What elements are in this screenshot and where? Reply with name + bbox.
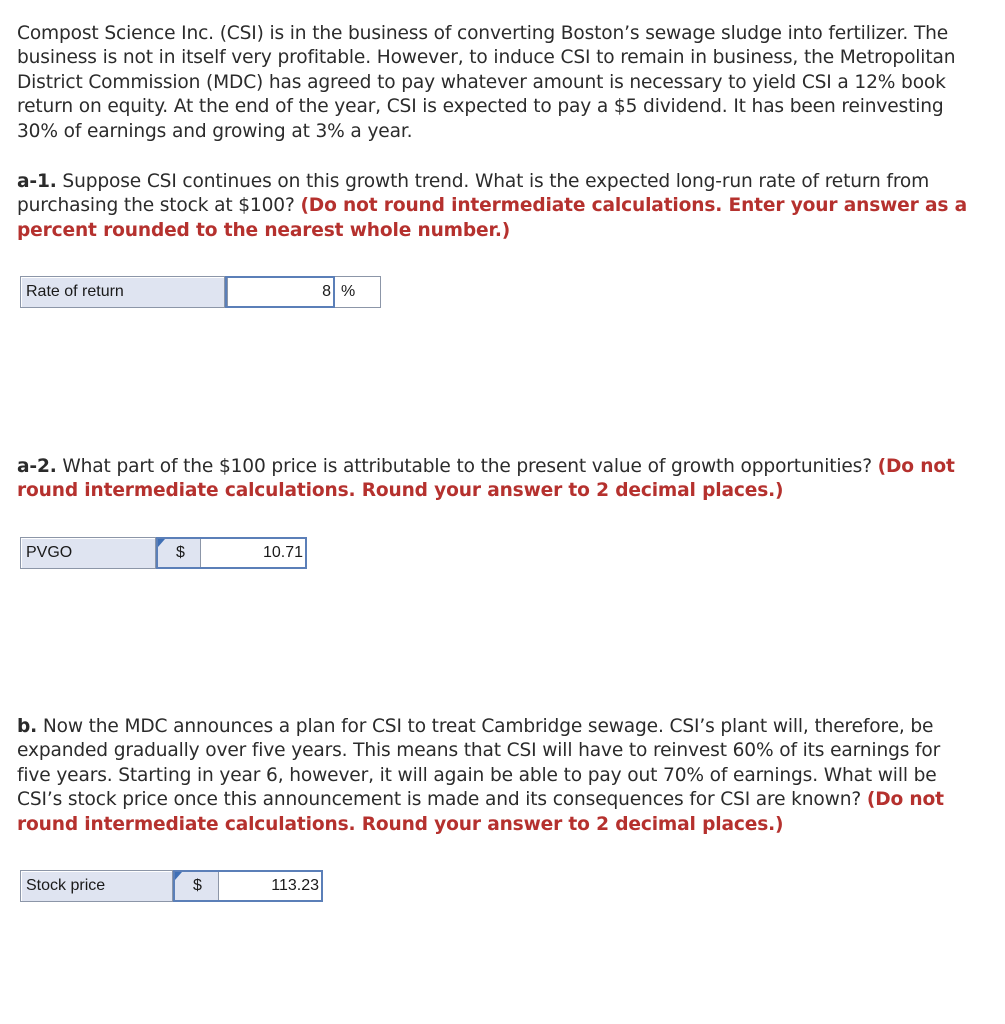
- flag-icon: [175, 872, 182, 880]
- dollar-sign: $: [193, 877, 202, 894]
- pvgo-label: PVGO: [20, 537, 156, 569]
- question-b-text: Now the MDC announces a plan for CSI to treat Cambridge sewage. CSI’s plant will, therefore, be expanded gradually over five years. This means that CSI will have to reinvest 60% of its earnings for five years. Starting in year 6, however, it will again be able to pay out 70% of earnings. What will be CSI’s stock price once this announcement is made and its consequences for CSI are known?: [17, 716, 941, 811]
- stock-price-value[interactable]: 113.23: [218, 872, 321, 900]
- rate-of-return-label: Rate of return: [20, 276, 225, 308]
- stock-price-input[interactable]: [173, 870, 323, 902]
- rate-of-return-value[interactable]: 8: [227, 278, 333, 306]
- flag-icon: [158, 539, 165, 547]
- stock-price-label: Stock price: [20, 870, 173, 902]
- pvgo-value[interactable]: 10.71: [200, 539, 305, 567]
- question-b-label: b.: [17, 716, 38, 737]
- pvgo-input[interactable]: [156, 537, 307, 569]
- question-a1-text: Suppose CSI continues on this growth trend. What is the expected long-run rate of return from purchasing the stock at $100?: [17, 171, 930, 217]
- question-a2-label: a-2.: [17, 456, 57, 477]
- pvgo-row: [20, 537, 307, 569]
- question-a1-label: a-1.: [17, 171, 57, 192]
- question-a2: [17, 455, 979, 504]
- percent-unit: %: [335, 276, 381, 308]
- intro-paragraph: Compost Science Inc. (CSI) is in the business of converting Boston’s sewage sludge into fertilizer. The business is not in itself very profitable. However, to induce CSI to remain in business, the Metropolitan District Commission (MDC) has agreed to pay whatever amount is necessary to yield CSI a 12% book return on equity. At the end of the year, CSI is expected to pay a $5 dividend. It has been reinvesting 30% of earnings and growing at 3% a year.: [17, 23, 956, 142]
- dollar-sign: $: [176, 544, 185, 561]
- question-a2-note: (Do not round intermediate calculations. Round your answer to 2 decimal places.): [17, 456, 955, 502]
- question-a2-text: What part of the $100 price is attributable to the present value of growth opportunities?: [56, 456, 878, 477]
- question-b: [17, 715, 979, 837]
- stock-price-row: [20, 870, 323, 902]
- question-b-note: (Do not round intermediate calculations. Round your answer to 2 decimal places.): [17, 789, 944, 835]
- rate-of-return-input[interactable]: [225, 276, 335, 308]
- question-a1-note: (Do not round intermediate calculations. Enter your answer as a percent rounded to the nearest whole number.): [17, 195, 967, 241]
- question-a1: [17, 170, 979, 243]
- rate-of-return-row: [20, 276, 381, 308]
